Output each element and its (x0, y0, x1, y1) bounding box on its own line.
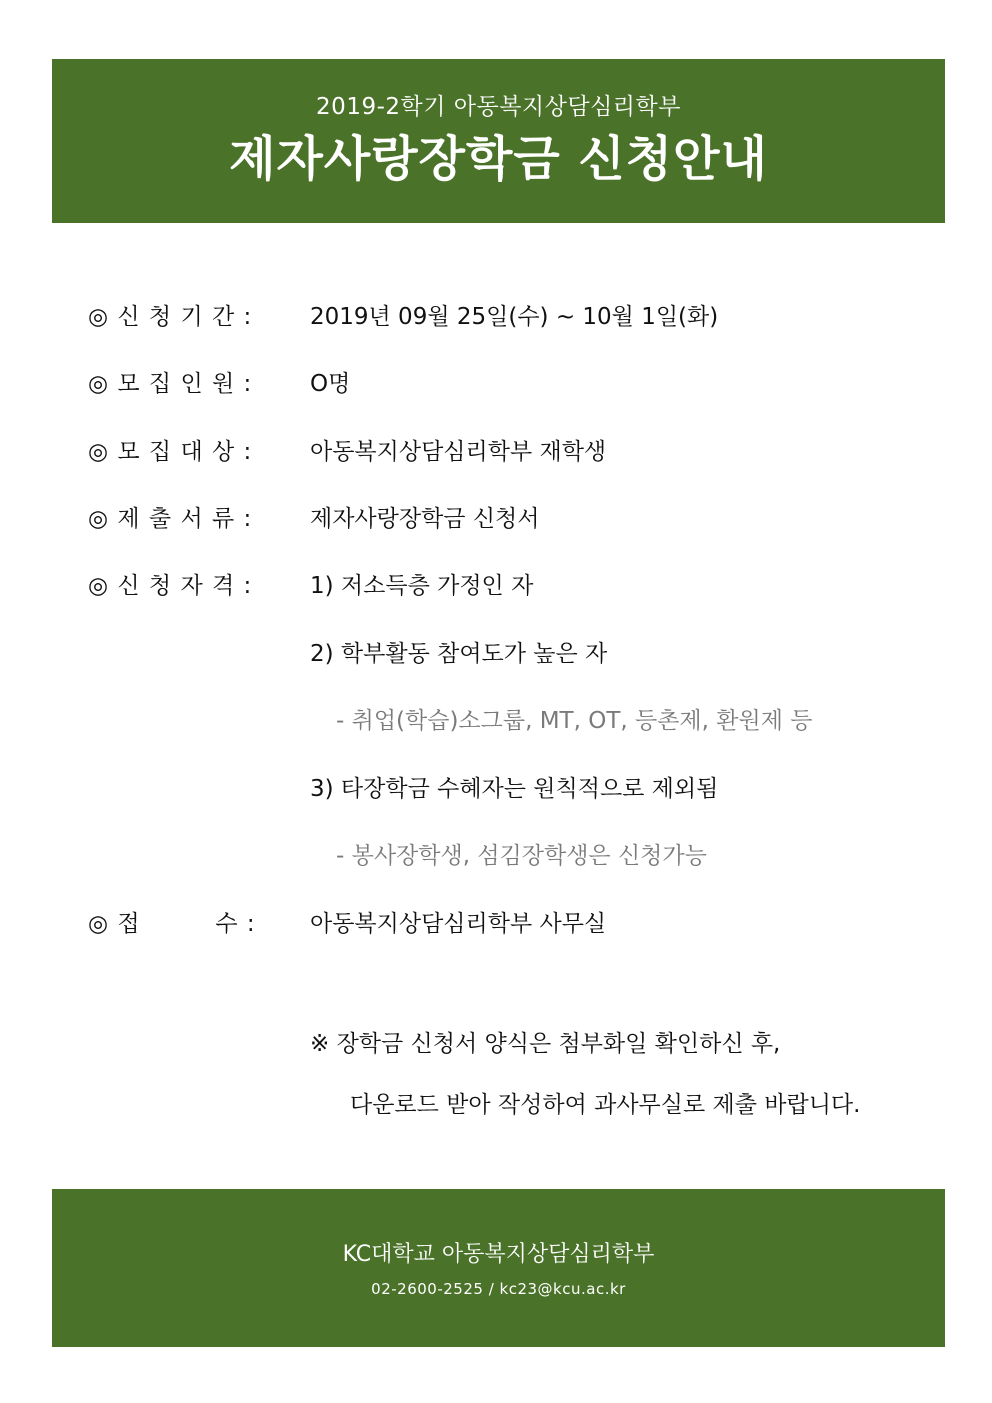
row-label: ◎ 모 집 대 상 : (88, 439, 253, 465)
qualification-item-2-detail: - 취업(학습)소그룹, MT, OT, 등촌제, 환원제 등 (336, 708, 813, 734)
header-subtitle: 2019-2학기 아동복지상담심리학부 (316, 94, 681, 120)
footer-banner (52, 1189, 945, 1347)
row-value: 2019년 09월 25일(수) ~ 10월 1일(화) (310, 304, 719, 330)
row-label: ◎ 신 청 자 격 : (88, 573, 253, 599)
qualification-item-3-detail: - 봉사장학생, 섬김장학생은 신청가능 (336, 843, 707, 869)
note-line-2: 다운로드 받아 작성하여 과사무실로 제출 바랍니다. (350, 1092, 861, 1118)
footer-contact: 02-2600-2525 / kc23@kcu.ac.kr (371, 1280, 626, 1298)
row-value: 1) 저소득층 가정인 자 (310, 573, 534, 599)
footer-org: KC대학교 아동복지상담심리학부 (342, 1242, 655, 1267)
qualification-item-2: 2) 학부활동 참여도가 높은 자 (310, 641, 608, 667)
row-value: O명 (310, 371, 351, 397)
qualification-item-3: 3) 타장학금 수혜자는 원칙적으로 제외됨 (310, 776, 719, 802)
row-label: ◎ 접 수 : (88, 911, 256, 937)
row-label: ◎ 제 출 서 류 : (88, 506, 253, 532)
header-banner (52, 59, 945, 223)
row-value: 아동복지상담심리학부 재학생 (310, 439, 607, 465)
page-title: 제자사랑장학금 신청안내 (229, 131, 768, 187)
row-label: ◎ 신 청 기 간 : (88, 304, 253, 330)
row-value: 제자사랑장학금 신청서 (310, 506, 540, 532)
row-value: 아동복지상담심리학부 사무실 (310, 911, 607, 937)
row-label: ◎ 모 집 인 원 : (88, 371, 253, 397)
note-line-1: ※ 장학금 신청서 양식은 첨부화일 확인하신 후, (310, 1031, 781, 1057)
